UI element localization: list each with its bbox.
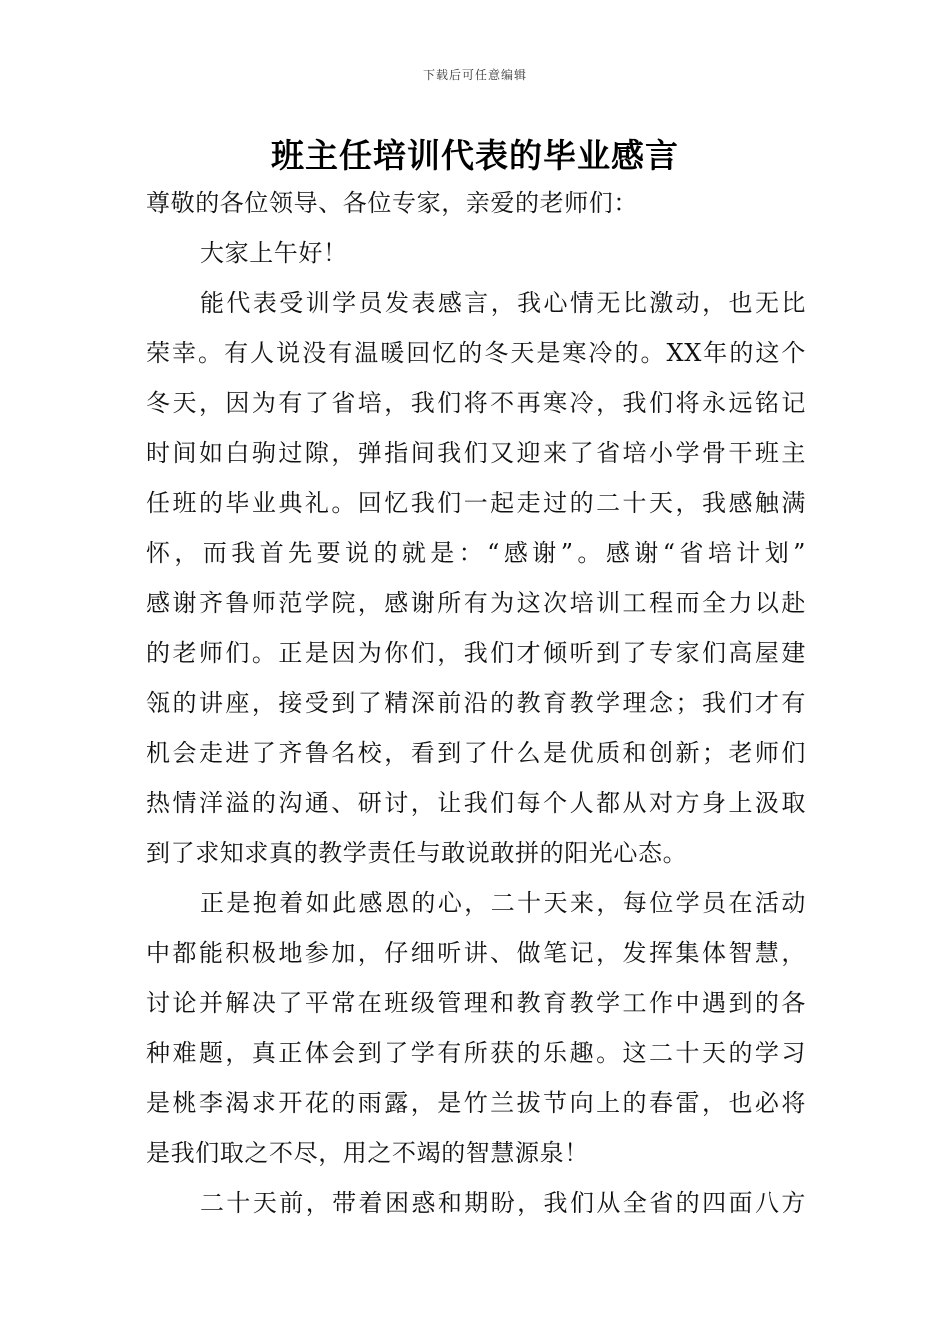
paragraph-line: 任班的毕业典礼。回忆我们一起走过的二十天，我感触满 [146, 489, 806, 517]
paragraph-line: 能代表受训学员发表感言，我心情无比激动，也无比 [200, 289, 806, 317]
header-note: 下载后可任意编辑 [422, 68, 527, 82]
paragraph-line: 讨论并解决了平常在班级管理和教育教学工作中遇到的各 [146, 989, 806, 1017]
paragraph-line: 感谢齐鲁师范学院，感谢所有为这次培训工程而全力以赴 [146, 589, 806, 617]
paragraph-line: 种难题，真正体会到了学有所获的乐趣。这二十天的学习 [146, 1039, 806, 1067]
paragraph-1 [146, 278, 806, 878]
paragraph-line: 到了求知求真的教学责任与敢说敢拼的阳光心态。 [146, 839, 688, 867]
paragraph-line: 时间如白驹过隙，弹指间我们又迎来了省培小学骨干班主 [146, 439, 806, 467]
paragraph-line: 是我们取之不尽，用之不竭的智慧源泉！ [146, 1139, 589, 1167]
paragraph-line: 热情洋溢的沟通、研讨，让我们每个人都从对方身上汲取 [146, 789, 806, 817]
paragraph-line: 瓴的讲座，接受到了精深前沿的教育教学理念；我们才有 [146, 689, 806, 717]
paragraph-line: 中都能积极地参加，仔细听讲、做笔记，发挥集体智慧， [146, 939, 806, 967]
paragraph-line: 荣幸。有人说没有温暖回忆的冬天是寒冷的。XX年的这个 [146, 339, 806, 367]
greeting [146, 228, 806, 278]
paragraph-line: 是桃李渴求开花的雨露，是竹兰拔节向上的春雷，也必将 [146, 1089, 806, 1117]
greeting-line: 大家上午好！ [200, 239, 348, 267]
paragraph-line: 冬天，因为有了省培，我们将不再寒冷，我们将永远铭记 [146, 389, 806, 417]
document-title: 班主任培训代表的毕业感言 [271, 136, 679, 175]
paragraph-line: 怀，而我首先要说的就是：“感谢”。感谢“省培计划” [146, 539, 806, 567]
document-body [146, 178, 806, 1228]
salutation-line: 尊敬的各位领导、各位专家，亲爱的老师们： [146, 189, 638, 217]
salutation [146, 178, 806, 228]
paragraph-3 [146, 1178, 806, 1228]
paragraph-line: 正是抱着如此感恩的心，二十天来，每位学员在活动 [200, 889, 806, 917]
paragraph-line: 的老师们。正是因为你们，我们才倾听到了专家们高屋建 [146, 639, 806, 667]
paragraph-line: 二十天前，带着困惑和期盼，我们从全省的四面八方 [200, 1189, 806, 1217]
paragraph-line: 机会走进了齐鲁名校，看到了什么是优质和创新；老师们 [146, 739, 806, 767]
paragraph-2 [146, 878, 806, 1178]
